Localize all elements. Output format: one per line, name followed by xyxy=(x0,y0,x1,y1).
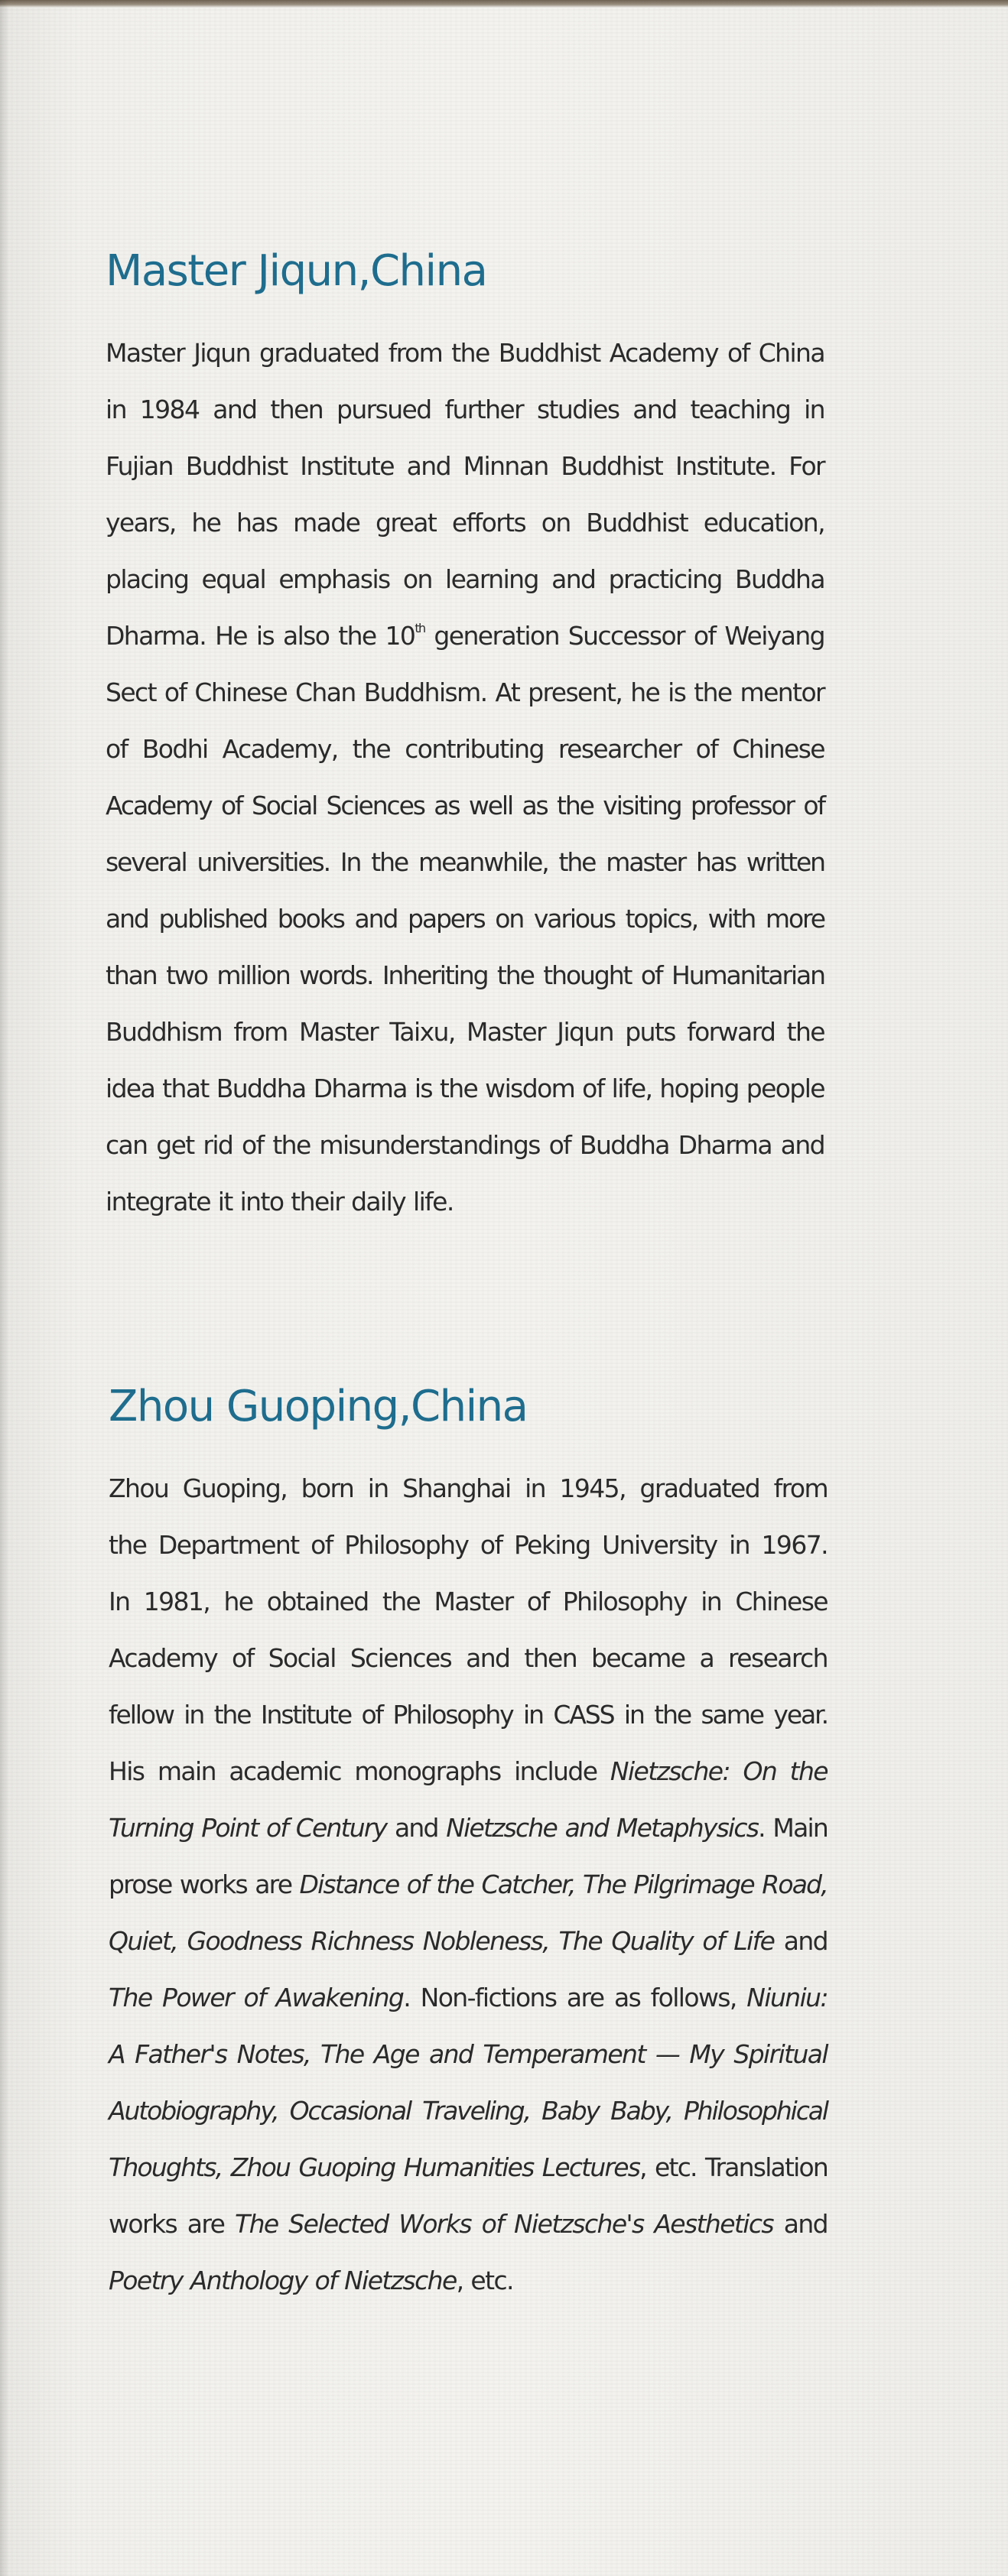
text-line xyxy=(109,1800,828,1856)
biography-paragraph xyxy=(106,325,824,1230)
text-run: , etc. Translation xyxy=(639,2152,828,2182)
text-line: Academy of Social Sciences and then became a research xyxy=(109,1643,828,1673)
text-line: the Department of Philosophy of Peking University in 1967. xyxy=(109,1530,828,1560)
text-line: placing equal emphasis on learning and practicing Buddha xyxy=(106,564,824,594)
text-line: Buddhism from Master Taixu, Master Jiqun puts forward the xyxy=(106,1017,824,1047)
book-title: Nietzsche and Metaphysics xyxy=(446,1813,759,1843)
text-line xyxy=(109,2196,828,2253)
ordinal-suffix: th xyxy=(415,621,425,635)
book-title: Thoughts, Zhou Guoping Humanities Lectures xyxy=(109,2152,640,2182)
biography-master-jiqun xyxy=(106,241,824,1230)
text-run: and xyxy=(773,2209,828,2239)
book-title: Poetry Anthology of Nietzsche xyxy=(109,2266,457,2295)
book-title: The Selected Works of Nietzsche's Aesthetics xyxy=(235,2209,773,2239)
section-heading: Zhou Guoping,China xyxy=(109,1382,528,1431)
biography-zhou-guoping xyxy=(109,1376,828,2309)
text-run: Dharma. He is also the 10 xyxy=(106,621,415,651)
text-line: than two million words. Inheriting the thought of Humanitarian xyxy=(106,960,824,990)
text-run: prose works are xyxy=(109,1869,300,1899)
text-line xyxy=(106,608,824,664)
text-run: and xyxy=(774,1926,828,1956)
text-run: works are xyxy=(109,2209,236,2239)
biography-paragraph xyxy=(109,1460,828,2309)
text-run: His main academic monographs include xyxy=(109,1756,610,1786)
text-line: years, he has made great efforts on Buddhist education, xyxy=(106,508,824,538)
text-line: Master Jiqun graduated from the Buddhist Academy of China xyxy=(106,338,824,368)
book-title: Niuniu: xyxy=(746,1983,828,2012)
text-run: generation Successor of Weiyang xyxy=(424,621,824,651)
book-title: Autobiography, Occasional Traveling, Baby Baby, Philosophical xyxy=(109,2096,828,2126)
text-line: can get rid of the misunderstandings of Buddha Dharma and xyxy=(106,1130,824,1160)
text-line: Academy of Social Sciences as well as the visiting professor of xyxy=(106,791,824,820)
text-line: Fujian Buddhist Institute and Minnan Buddhist Institute. For xyxy=(106,451,824,481)
text-line: in 1984 and then pursued further studies and teaching in xyxy=(106,395,824,424)
text-line: several universities. In the meanwhile, the master has written xyxy=(106,847,824,877)
text-line xyxy=(109,2026,828,2083)
text-line xyxy=(109,2083,828,2139)
text-run: . Non-fictions are as follows, xyxy=(403,1983,747,2012)
book-title: Distance of the Catcher, The Pilgrimage Road, xyxy=(299,1869,828,1899)
text-line xyxy=(109,2253,828,2309)
text-run: and xyxy=(386,1813,447,1843)
page-top-edge xyxy=(0,0,1008,8)
text-line: integrate it into their daily life. xyxy=(106,1187,454,1217)
book-title: The Power of Awakening xyxy=(109,1983,404,2012)
text-line: fellow in the Institute of Philosophy in CASS in the same year. xyxy=(109,1700,828,1730)
text-line: Sect of Chinese Chan Buddhism. At present, he is the mentor xyxy=(106,677,824,707)
book-title: Nietzsche: On the xyxy=(610,1756,828,1786)
text-line xyxy=(109,1970,828,2026)
book-title: Quiet, Goodness Richness Nobleness, The Quality of Life xyxy=(109,1926,775,1956)
text-line: of Bodhi Academy, the contributing researcher of Chinese xyxy=(106,734,824,764)
text-run: , etc. xyxy=(456,2266,513,2295)
book-title: A Father's Notes, The Age and Temperament — My Spiritual xyxy=(109,2039,828,2069)
text-line: In 1981, he obtained the Master of Philosophy in Chinese xyxy=(109,1587,828,1616)
text-line xyxy=(109,2139,828,2196)
text-line: Zhou Guoping, born in Shanghai in 1945, graduated from xyxy=(109,1473,828,1503)
text-line: and published books and papers on various topics, with more xyxy=(106,904,824,934)
text-line xyxy=(109,1856,828,1913)
section-heading: Master Jiqun,China xyxy=(106,246,487,296)
text-line xyxy=(109,1743,828,1800)
book-title: Turning Point of Century xyxy=(109,1813,387,1843)
text-line: idea that Buddha Dharma is the wisdom of life, hoping people xyxy=(106,1074,824,1103)
page-binding-shadow xyxy=(0,0,9,2576)
text-run: . Main xyxy=(758,1813,828,1843)
text-line xyxy=(109,1913,828,1970)
